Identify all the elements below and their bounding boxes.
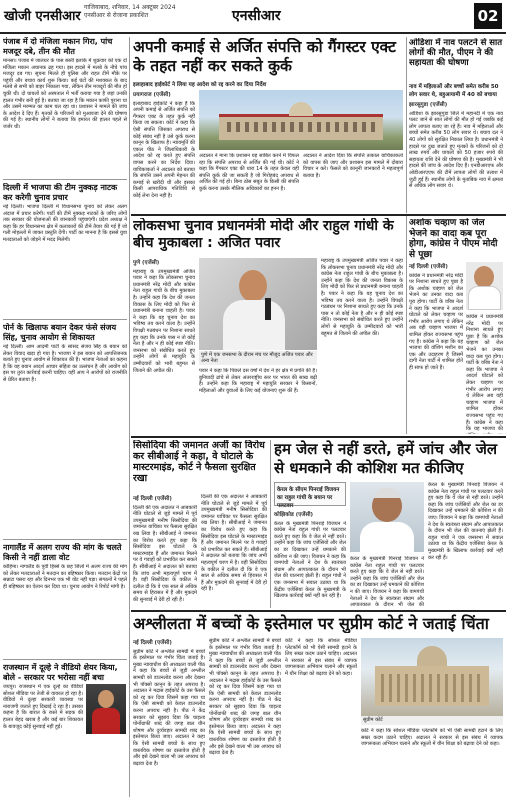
paper-name: खोजी एनसीआर <box>4 9 81 24</box>
modi-rahul-column-3 <box>321 258 403 434</box>
section-title: एनसीआर <box>232 8 281 24</box>
modi-rahul-body: पवार ने कहा कि पिछले दस वर्षों में देश ने हर क्षेत्र में प्रगति की है। बुनियादी ढांचे से लेकर अंतरराष्ट्रीय स्तर पर भारत की साख बढ़ी है। उन्होंने कहा कि महाराष्ट्र में महायुति सरकार ने किसानों, महिलाओं और युवाओं के लिए कई योजनाएं शुरू की हैं। <box>199 368 317 394</box>
story-body: नई दिल्ली। आम आदमी पार्टी के सांसद संजय सिंह के बयान को लेकर विवाद खड़ा हो गया है। भाजपा ने इस बयान को आपत्तिजनक बताते हुए चुनाव आयोग से शिकायत की है। भाजपा नेताओं का कहना है कि यह बयान आदर्श आचार संहिता का उल्लंघन है और आयोग को इस पर तुरंत कार्रवाई करनी चाहिए। वहीं आप ने आरोपों को राजनीति से प्रेरित बताया है। <box>3 344 127 383</box>
sisodia-column-2 <box>201 494 267 606</box>
story-headline: दिल्ली में भाजपा की टीम नुक्कड़ नाटक कर करेगी चुनाव प्रचार <box>3 183 118 202</box>
supreme-body: कोर्ट ने कहा कि सोशल मीडिया प्लेटफॉर्म को भी ऐसी सामग्री हटाने के लिए सख्त कदम उठाने चाहिए। अदालत ने सरकार से इस संबंध में व्यापक जागरूकता अभियान चलाने और स्कूलों में यौन शिक्षा को बढ़ावा देने को कहा। <box>285 638 357 677</box>
not-afraid-column-3 <box>428 482 503 608</box>
supreme-column-2 <box>209 638 281 796</box>
column-rule <box>406 216 407 434</box>
masthead <box>0 0 506 34</box>
not-afraid-body: केरल के मुख्यमंत्री पिनराई विजयन ने कांग्रेस नेता राहुल गांधी पर पलटवार करते हुए कहा कि वे जेल से नहीं डरते। उन्होंने कहा कि जांच एजेंसियों और जेल का डर दिखाकर उन्हें धमकाने की कोशिश न की जाए। विजयन ने कहा कि वामपंथी नेताओं ने देश के स्वतंत्रता संग्राम और आपातकाल के दौरान भी जेल की यातनाएं झेली हैं। राहुल गांधी ने एक जनसभा में सवाल उठाया था कि केंद्रीय एजेंसियां केरल के मुख्यमंत्री के खिलाफ कार्रवाई क्यों नहीं कर रही हैं। <box>428 482 503 561</box>
odisha-text: ओडिशा के झारसुगुडा जिले में महानदी में एक नाव पलट जाने से सात लोगों की मौत हो गई जबकि कई लोग लापता बताए जा रहे हैं। नाव में महिलाओं और बच्चों समेत करीब 50 लोग सवार थे। बचाव दल ने 40 लोगों को सुरक्षित निकाल लिया है। प्रधानमंत्री ने हादसे पर दुख जताते हुए मृतकों के परिजनों को दो लाख रुपये और घायलों को 50 हजार रुपये की सहायता राशि देने की घोषणा की है। मुख्यमंत्री ने भी हादसे की जांच के आदेश दिए हैं। एनडीआरएफ और ओडीआरएएफ की टीमें लापता लोगों की तलाश में जुटी हुई हैं। स्थानीय लोगों के मुताबिक नाव में क्षमता से अधिक लोग सवार थे। <box>409 110 503 190</box>
page-number: 02 <box>474 3 502 29</box>
odisha-headline: ओडिशा में नाव पलटने से सात लोगों की मौत, पीएम ने की सहायता की घोषणा <box>409 38 503 68</box>
vijayan-body <box>360 522 414 552</box>
lead-headline: अपनी कमाई से अर्जित संपत्ति को गैंगस्टर एक्ट के तहत नहीं कर सकते कुर्क <box>133 38 396 75</box>
lead-body: इलाहाबाद हाईकोर्ट ने कहा है कि अपनी कमाई से अर्जित संपत्ति को गैंगस्टर एक्ट के तहत कुर्क नहीं किया जा सकता। कोर्ट ने कहा कि ऐसी संपत्ति जिसका अपराध से कोई संबंध नहीं है उसे कुर्क करना कानून के खिलाफ है। न्यायमूर्ति की एकल पीठ ने जिलाधिकारी के आदेश को रद्द करते हुए संपत्ति वापस करने का निर्देश दिया। याचिकाकर्ता ने अदालत को बताया कि संपत्ति उसने अपनी मेहनत की कमाई से खरीदी थी और इसका किसी आपराधिक गतिविधि से कोई लेना देना नहीं है। <box>133 100 195 199</box>
section-rule <box>131 610 506 612</box>
not-afraid-byline: कोझिकोड (एजेंसी) <box>274 512 314 518</box>
story-headline: राजस्थान में दूल्हे ने वीडियो शेयर किया, बोले - सरकार पर भरोसा नहीं बचा <box>3 663 118 682</box>
pawar-caption: पुणे में एक जनसभा के दौरान मंच पर मौजूद अजित पवार और अन्य नेता <box>199 351 317 365</box>
person-photo <box>86 684 126 734</box>
not-afraid-headline: हम जेल से नहीं डरते, हमें जांच और जेल से धमकाने की कोशिश मत कीजिए <box>274 440 497 477</box>
sc-columns <box>381 674 483 702</box>
lead-body: अदालत ने आदेश दिया कि संपत्ति तत्काल याचिकाकर्ता को वापस की जाए और प्रशासन इस मामले में दोबारा विचार न करे। फैसले को कानूनी जानकारों ने महत्वपूर्ण बताया है। <box>303 153 403 179</box>
supreme-byline: नई दिल्ली (एजेंसी) <box>133 640 172 646</box>
building-windows <box>227 122 375 132</box>
lead-tag: इलाहाबाद हाईकोर्ट ने लिया यह आदेश को रद्द करने का दिया निर्देश <box>133 82 267 88</box>
odisha-byline: झारसुगुडा (एजेंसी) <box>409 102 448 108</box>
date-line <box>84 4 224 20</box>
modi-rahul-body: महाराष्ट्र के उपमुख्यमंत्री अजित पवार ने कहा कि लोकसभा चुनाव प्रधानमंत्री नरेंद्र मोदी और कांग्रेस नेता राहुल गांधी के बीच मुकाबला है। उन्होंने कहा कि देश की जनता विकास के लिए मोदी को फिर से प्रधानमंत्री बनाना चाहती है। पवार ने कहा कि यह चुनाव देश का भविष्य तय करने वाला है। उन्होंने विपक्षी गठबंधन पर निशाना साधते हुए कहा कि उनके पास न तो कोई नेता है और न ही कोई स्पष्ट नीति। जनसभा को संबोधित करते हुए उन्होंने लोगों से महायुति के उम्मीदवारों को भारी बहुमत से जिताने की अपील की। <box>133 268 195 374</box>
supreme-body: कोर्ट ने कहा कि सोशल मीडिया प्लेटफॉर्म को भी ऐसी सामग्री हटाने के लिए सख्त कदम उठाने चाहिए। अदालत ने सरकार से इस संबंध में व्यापक जागरूकता अभियान चलाने और स्कूलों में यौन शिक्षा को बढ़ावा देने को कहा। <box>361 728 503 748</box>
vijayan-hair <box>374 488 400 498</box>
supreme-court-photo <box>361 638 503 716</box>
pawar-body <box>223 300 285 350</box>
supreme-column-3 <box>285 638 357 796</box>
story-headline: पोर्न के खिलाफ बयान देकर फंसे संजय सिंह, चुनाव आयोग से शिकायत <box>3 323 117 342</box>
supreme-headline: अश्लीलता में बच्चों के इस्तेमाल पर सुप्रीम कोर्ट ने जताई चिंता <box>133 614 489 633</box>
column-rule <box>406 37 407 213</box>
lead-byline: प्रयागराज (एजेंसी) <box>133 92 171 98</box>
sc-dome <box>417 646 447 666</box>
lead-column-3 <box>303 153 403 209</box>
ashok-byline: नई दिल्ली (एजेंसी) <box>409 264 448 270</box>
story-body: जयपुर। राजस्थान में एक दूल्हे का वीडियो सोशल मीडिया पर तेजी से वायरल हो रहा है। वीडियो में दूल्हा सरकारी व्यवस्था पर नाराजगी जताते हुए दिखाई दे रहा है। उसका कहना है कि बारात के रास्ते में सड़क की हालत बेहद खराब है और कई बार शिकायत के बावजूद कोई सुनवाई नहीं हुई। <box>3 684 83 730</box>
ashok-head <box>474 266 494 288</box>
ashok-headline: अशोक चव्हाण को जेल भेजने का वादा कब पूरा होगा, कांग्रेस ने पीएम मोदी से पूछा <box>409 218 498 260</box>
lead-body: अदालत ने माना कि प्रशासन यह साबित करने में विफल रहा कि संपत्ति अपराध से अर्जित की गई थी। कोर्ट ने कहा कि गैंगस्टर एक्ट की धारा 14 के तहत केवल वही संपत्ति कुर्क की जा सकती है जो गिरोहबंद अपराध से अर्जित की गई हो। बिना ठोस सबूत के किसी की संपत्ति कुर्क करना उसके मौलिक अधिकारों का हनन है। <box>199 153 299 192</box>
date-text: गाजियाबाद, शनिवार, 14 अक्टूबर 2024 <box>84 4 176 11</box>
person-body <box>92 708 120 734</box>
not-afraid-tag-box <box>274 482 346 509</box>
ashok-column-2 <box>466 314 503 434</box>
not-afraid-body: केरल के मुख्यमंत्री पिनराई विजयन ने कांग्रेस नेता राहुल गांधी पर पलटवार करते हुए कहा कि वे जेल से नहीं डरते। उन्होंने कहा कि जांच एजेंसियों और जेल का डर दिखाकर उन्हें धमकाने की कोशिश न की जाए। विजयन ने कहा कि वामपंथी नेताओं ने देश के स्वतंत्रता संग्राम और आपातकाल के दौरान भी जेल की यातनाएं झेली हैं। राहुल गांधी ने एक जनसभा में सवाल उठाया था कि केंद्रीय एजेंसियां केरल के मुख्यमंत्री के खिलाफ कार्रवाई क्यों नहीं कर रही हैं। <box>274 520 346 600</box>
modi-rahul-column-2 <box>199 368 317 434</box>
not-afraid-column-2 <box>350 556 424 608</box>
lead-column-2 <box>199 153 299 209</box>
not-afraid-column-1 <box>274 510 346 608</box>
supreme-column-1 <box>133 638 205 796</box>
sisodia-column-1 <box>133 494 197 606</box>
ashok-body-shape <box>468 286 501 310</box>
sisodia-byline: नई दिल्ली (एजेंसी) <box>133 496 172 502</box>
story-body: मानसा। पंजाब में जालंधर के पास बस्ती इलाके में शुक्रवार को एक दो मंजिला मकान अचानक ढह गया। इस हादसे में मलबे के नीचे पांच मजदूर दब गए। सूचना मिलते ही पुलिस और राहत टीमें मौके पर पहुंची और बचाव कार्य शुरू किया। कई घंटों की मशक्कत के बाद मलबे से सभी को बाहर निकाला गया, लेकिन तीन मजदूरों की मौत हो चुकी थी। दो घायलों को अस्पताल में भर्ती कराया गया है जहां उनकी हालत गंभीर बनी हुई है। बताया जा रहा है कि मकान काफी पुराना था और उसमें मरम्मत का काम चल रहा था। प्रशासन ने मामले की जांच के आदेश दे दिए हैं। मृतकों के परिजनों को मुआवजा देने की घोषणा की गई है। स्थानीय लोगों ने बताया कि इमारत की हालत पहले से जर्जर थी। <box>3 58 127 130</box>
odisha-tag: नाव में महिलाओं और बच्चों समेत करीब 50 लोग सवार थे, बहुआयामी में 40 को बचाया <box>409 84 499 98</box>
modi-rahul-headline: लोकसभा चुनाव प्रधानमंत्री मोदी और राहुल गांधी के बीच मुकाबला : अजित पवार <box>133 218 394 251</box>
date-subtext: एनसीआर से रोजाना प्रकाशित <box>84 12 149 19</box>
not-afraid-tag: केरल के सीएम पिनराई विजयन का राहुल गांधी के बयान पर पलटवार <box>277 487 340 509</box>
section-rule <box>131 214 506 216</box>
supreme-column-4 <box>361 728 503 796</box>
column-rule <box>129 37 130 797</box>
section-rule <box>131 436 506 438</box>
supreme-body: सुप्रीम कोर्ट ने अश्लील सामग्री में बच्चों के इस्तेमाल पर गंभीर चिंता जताई है। मुख्य न्यायाधीश की अध्यक्षता वाली पीठ ने कहा कि बच्चों से जुड़ी अश्लील सामग्री को डाउनलोड करना और देखना भी पॉक्सो कानून के तहत अपराध है। अदालत ने मद्रास हाईकोर्ट के उस फैसले को रद्द कर दिया जिसमें कहा गया था कि ऐसी सामग्री को केवल डाउनलोड करना अपराध नहीं है। पीठ ने केंद्र सरकार को सुझाव दिया कि चाइल्ड पोर्नोग्राफी शब्द की जगह बाल यौन शोषण और दुर्व्यवहार सामग्री शब्द का इस्तेमाल किया जाए। अदालत ने कहा कि ऐसी सामग्री बच्चों के साथ हुए वास्तविक शोषण का दस्तावेज होती है और इसे देखने वाला भी उस अपराध को बढ़ावा देता है। <box>209 638 281 757</box>
lead-column-1 <box>133 90 195 208</box>
ashok-column <box>409 262 463 434</box>
vijayan-photo <box>350 482 424 552</box>
court-photo <box>199 90 403 150</box>
column-rule <box>270 440 271 608</box>
ashok-photo <box>466 262 503 310</box>
story-body: कोहिमा। नागालैंड के पूर्वी हिस्से के छह जिलों में अलग राज्य की मांग को लेकर मतदाताओं ने मतदान का बहिष्कार किया। मतदान केंद्रों पर सन्नाटा पसरा रहा और दिनभर एक भी वोट नहीं पड़ा। संगठनों ने पहले ही बहिष्कार का ऐलान कर दिया था। चुनाव आयोग ने रिपोर्ट मांगी है। <box>3 564 127 590</box>
sisodia-body: दिल्ली की एक अदालत ने आबकारी नीति घोटाले से जुड़े मामले में पूर्व उपमुख्यमंत्री मनीष सिसोदिया की जमानत याचिका पर फैसला सुरक्षित रख लिया है। सीबीआई ने जमानत का विरोध करते हुए कहा कि सिसोदिया इस घोटाले के मास्टरमाइंड हैं और जमानत मिलने पर वे गवाहों को प्रभावित कर सकते हैं। सीबीआई ने अदालत को बताया कि जांच अभी महत्वपूर्ण चरण में है। वहीं सिसोदिया के वकील ने दलील दी कि वे एक साल से अधिक समय से हिरासत में हैं और मुकदमे की सुनवाई में देरी हो रही है। <box>133 504 197 603</box>
left-column <box>3 37 127 797</box>
ashok-body: कांग्रेस ने प्रधानमंत्री नरेंद्र मोदी पर निशाना साधते हुए पूछा है कि अशोक चव्हाण को जेल भेजने का उनका वादा कब पूरा होगा। पार्टी के वरिष्ठ नेता ने कहा कि भाजपा ने आदर्श घोटाले को लेकर चव्हाण पर गंभीर आरोप लगाए थे लेकिन अब वही चव्हाण भाजपा में शामिल होकर राज्यसभा पहुंच गए हैं। कांग्रेस ने कहा कि यह भाजपा की <box>466 314 503 433</box>
modi-rahul-column-1 <box>133 258 195 434</box>
not-afraid-body: केरल के मुख्यमंत्री पिनराई विजयन ने कांग्रेस नेता राहुल गांधी पर पलटवार करते हुए कहा कि वे जेल से नहीं डरते। उन्होंने कहा कि जांच एजेंसियों और जेल का डर दिखाकर उन्हें धमकाने की कोशिश न की जाए। विजयन ने कहा कि वामपंथी नेताओं ने देश के स्वतंत्रता संग्राम और आपातकाल के दौरान भी जेल की <box>350 556 424 608</box>
ashok-body: कांग्रेस ने प्रधानमंत्री नरेंद्र मोदी पर निशाना साधते हुए पूछा है कि अशोक चव्हाण को जेल भेजने का उनका वादा कब पूरा होगा। पार्टी के वरिष्ठ नेता ने कहा कि भाजपा ने आदर्श घोटाले को लेकर चव्हाण पर गंभीर आरोप लगाए थे लेकिन अब वही चव्हाण भाजपा में शामिल होकर राज्यसभा पहुंच गए हैं। कांग्रेस ने कहा कि यह भाजपा की वॉशिंग मशीन का एक और उदाहरण है जिसमें दागी नेता पार्टी में शामिल होते ही साफ हो जाते हैं। <box>409 272 463 371</box>
supreme-body: सुप्रीम कोर्ट ने अश्लील सामग्री में बच्चों के इस्तेमाल पर गंभीर चिंता जताई है। मुख्य न्यायाधीश की अध्यक्षता वाली पीठ ने कहा कि बच्चों से जुड़ी अश्लील सामग्री को डाउनलोड करना और देखना भी पॉक्सो कानून के तहत अपराध है। अदालत ने मद्रास हाईकोर्ट के उस फैसले को रद्द कर दिया जिसमें कहा गया था कि ऐसी सामग्री को केवल डाउनलोड करना अपराध नहीं है। पीठ ने केंद्र सरकार को सुझाव दिया कि चाइल्ड पोर्नोग्राफी शब्द की जगह बाल यौन शोषण और दुर्व्यवहार सामग्री शब्द का इस्तेमाल किया जाए। अदालत ने कहा कि ऐसी सामग्री बच्चों के साथ हुए वास्तविक शोषण का दस्तावेज होती है और इसे देखने वाला भी उस अपराध को बढ़ावा देता है। <box>133 648 205 767</box>
building-dome <box>289 102 313 116</box>
supreme-caption: सुप्रीम कोर्ट <box>361 716 503 725</box>
modi-rahul-byline: पुणे (एजेंसी) <box>133 260 160 266</box>
sisodia-body: दिल्ली की एक अदालत ने आबकारी नीति घोटाले से जुड़े मामले में पूर्व उपमुख्यमंत्री मनीष सिसोदिया की जमानत याचिका पर फैसला सुरक्षित रख लिया है। सीबीआई ने जमानत का विरोध करते हुए कहा कि सिसोदिया इस घोटाले के मास्टरमाइंड हैं और जमानत मिलने पर वे गवाहों को प्रभावित कर सकते हैं। सीबीआई ने अदालत को बताया कि जांच अभी महत्वपूर्ण चरण में है। वहीं सिसोदिया के वकील ने दलील दी कि वे एक साल से अधिक समय से हिरासत में हैं और मुकदमे की सुनवाई में देरी हो रही है। <box>201 494 267 593</box>
story-body: नई दिल्ली। भाजपा दिल्ली में विधानसभा चुनाव को लेकर अलग अंदाज में प्रचार करेगी। पार्टी की टीमें नुक्कड़ नाटकों के जरिए लोगों तक सरकार की योजनाओं की जानकारी पहुंचाएंगी। प्रदेश अध्यक्ष ने कहा कि हर विधानसभा क्षेत्र में कलाकारों की टीमें तैयार की गई हैं जो गली मोहल्लों में जाकर प्रस्तुति देंगी। पार्टी का मानना है कि इससे युवा मतदाताओं को जोड़ने में मदद मिलेगी। <box>3 204 127 243</box>
pawar-head <box>239 270 267 302</box>
microphone <box>265 298 271 320</box>
story-headline: पंजाब में दो मंजिला मकान गिरा, पांच मजदूर दबे, तीन की मौत <box>3 37 113 56</box>
story-headline: नागालैंड में अलग राज्य की मांग के चलते किसी ने नहीं डाला वोट <box>3 543 122 562</box>
pawar-photo <box>199 258 317 350</box>
sisodia-headline: सिसोदिया की जमानत अर्जी का विरोध कर सीबीआई ने कहा, वे घोटाले के मास्टरमाइंड, कोर्ट ने फैसला सुरक्षित रखा <box>133 440 265 484</box>
odisha-body <box>409 100 503 212</box>
person-head <box>98 690 114 708</box>
modi-rahul-body: महाराष्ट्र के उपमुख्यमंत्री अजित पवार ने कहा कि लोकसभा चुनाव प्रधानमंत्री नरेंद्र मोदी और कांग्रेस नेता राहुल गांधी के बीच मुकाबला है। उन्होंने कहा कि देश की जनता विकास के लिए मोदी को फिर से प्रधानमंत्री बनाना चाहती है। पवार ने कहा कि यह चुनाव देश का भविष्य तय करने वाला है। उन्होंने विपक्षी गठबंधन पर निशाना साधते हुए कहा कि उनके पास न तो कोई नेता है और न ही कोई स्पष्ट नीति। जनसभा को संबोधित करते हुए उन्होंने लोगों से महायुति के उम्मीदवारों को भारी बहुमत से जिताने की अपील की। <box>321 258 403 337</box>
